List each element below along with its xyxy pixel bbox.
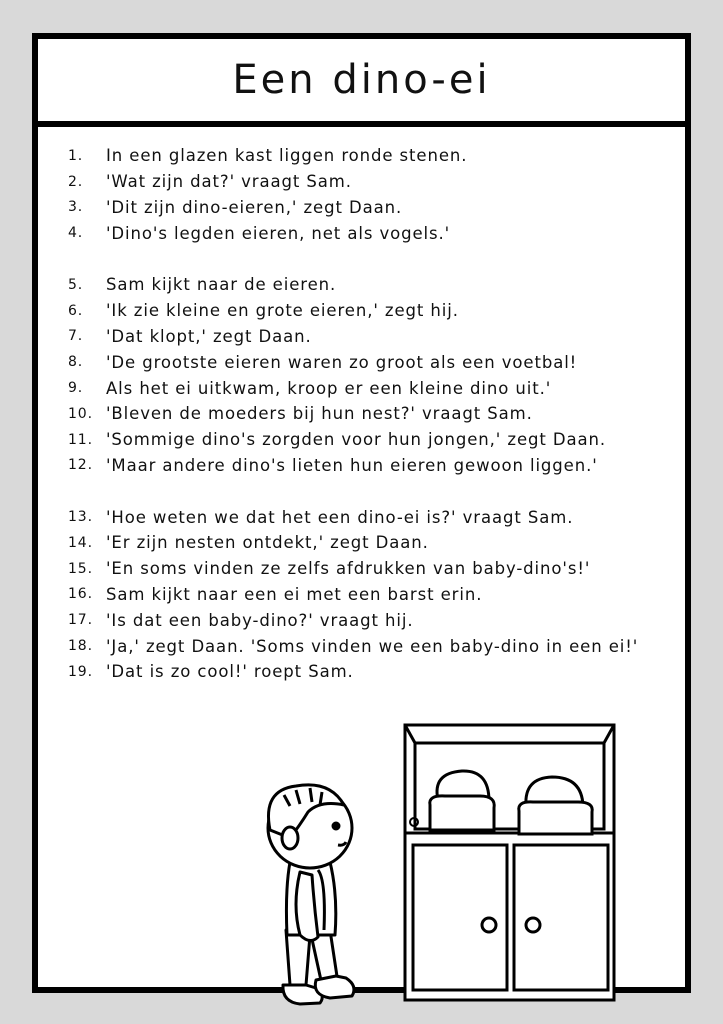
page-title: Een dino-ei bbox=[232, 57, 491, 103]
line-text: 'Dit zijn dino-eieren,' zegt Daan. bbox=[106, 197, 403, 217]
line-text: Als het ei uitkwam, kroop er een kleine dino uit.' bbox=[106, 378, 552, 398]
line-text: 'Dat is zo cool!' roept Sam. bbox=[106, 662, 354, 682]
line-number: 5. bbox=[68, 276, 84, 293]
line-number: 10. bbox=[68, 405, 93, 422]
line-number: 7. bbox=[68, 328, 84, 345]
line-number: 4. bbox=[68, 225, 84, 242]
line-text: 'Ja,' zegt Daan. 'Soms vinden we een baby-dino in een ei!' bbox=[106, 636, 639, 656]
line-text: 'Wat zijn dat?' vraagt Sam. bbox=[106, 172, 352, 192]
line-text: 'Dat klopt,' zegt Daan. bbox=[106, 326, 312, 346]
line-text: 'Hoe weten we dat het een dino-ei is?' vraagt Sam. bbox=[106, 507, 574, 527]
line-number: 15. bbox=[68, 560, 93, 577]
line-number: 11. bbox=[68, 431, 93, 448]
line-number: 2. bbox=[68, 173, 84, 190]
line-number: 19. bbox=[68, 663, 93, 680]
line-text: 'En soms vinden ze zelfs afdrukken van baby-dino's!' bbox=[106, 559, 591, 579]
line-number: 13. bbox=[68, 509, 93, 526]
line-text: 'Er zijn nesten ontdekt,' zegt Daan. bbox=[106, 533, 429, 553]
line-number: 3. bbox=[68, 199, 84, 216]
line-text: 'Dino's legden eieren, net als vogels.' bbox=[106, 223, 451, 243]
line-number: 14. bbox=[68, 534, 93, 551]
line-number: 6. bbox=[68, 302, 84, 319]
line-text: 'Is dat een baby-dino?' vraagt hij. bbox=[106, 610, 414, 630]
line-text: 'Ik zie kleine en grote eieren,' zegt hij. bbox=[106, 301, 459, 321]
line-number: 9. bbox=[68, 380, 84, 397]
line-number: 18. bbox=[68, 638, 93, 655]
line-text: Sam kijkt naar de eieren. bbox=[106, 275, 337, 295]
line-text: In een glazen kast liggen ronde stenen. bbox=[106, 146, 468, 166]
line-text: Sam kijkt naar een ei met een barst erin. bbox=[106, 584, 483, 604]
line-number: 8. bbox=[68, 354, 84, 371]
line-text: 'Maar andere dino's lieten hun eieren gewoon liggen.' bbox=[106, 455, 598, 475]
boy-figure bbox=[268, 785, 354, 1004]
line-text: 'Sommige dino's zorgden voor hun jongen,' zegt Daan. bbox=[106, 430, 607, 450]
line-number: 16. bbox=[68, 586, 93, 603]
line-text: 'Bleven de moeders bij hun nest?' vraagt Sam. bbox=[106, 404, 533, 424]
line-number: 1. bbox=[68, 147, 84, 164]
line-text: 'De grootste eieren waren zo groot als een voetbal! bbox=[106, 352, 578, 372]
display-cabinet bbox=[405, 725, 614, 1000]
line-number: 12. bbox=[68, 457, 93, 474]
line-number: 17. bbox=[68, 612, 93, 629]
